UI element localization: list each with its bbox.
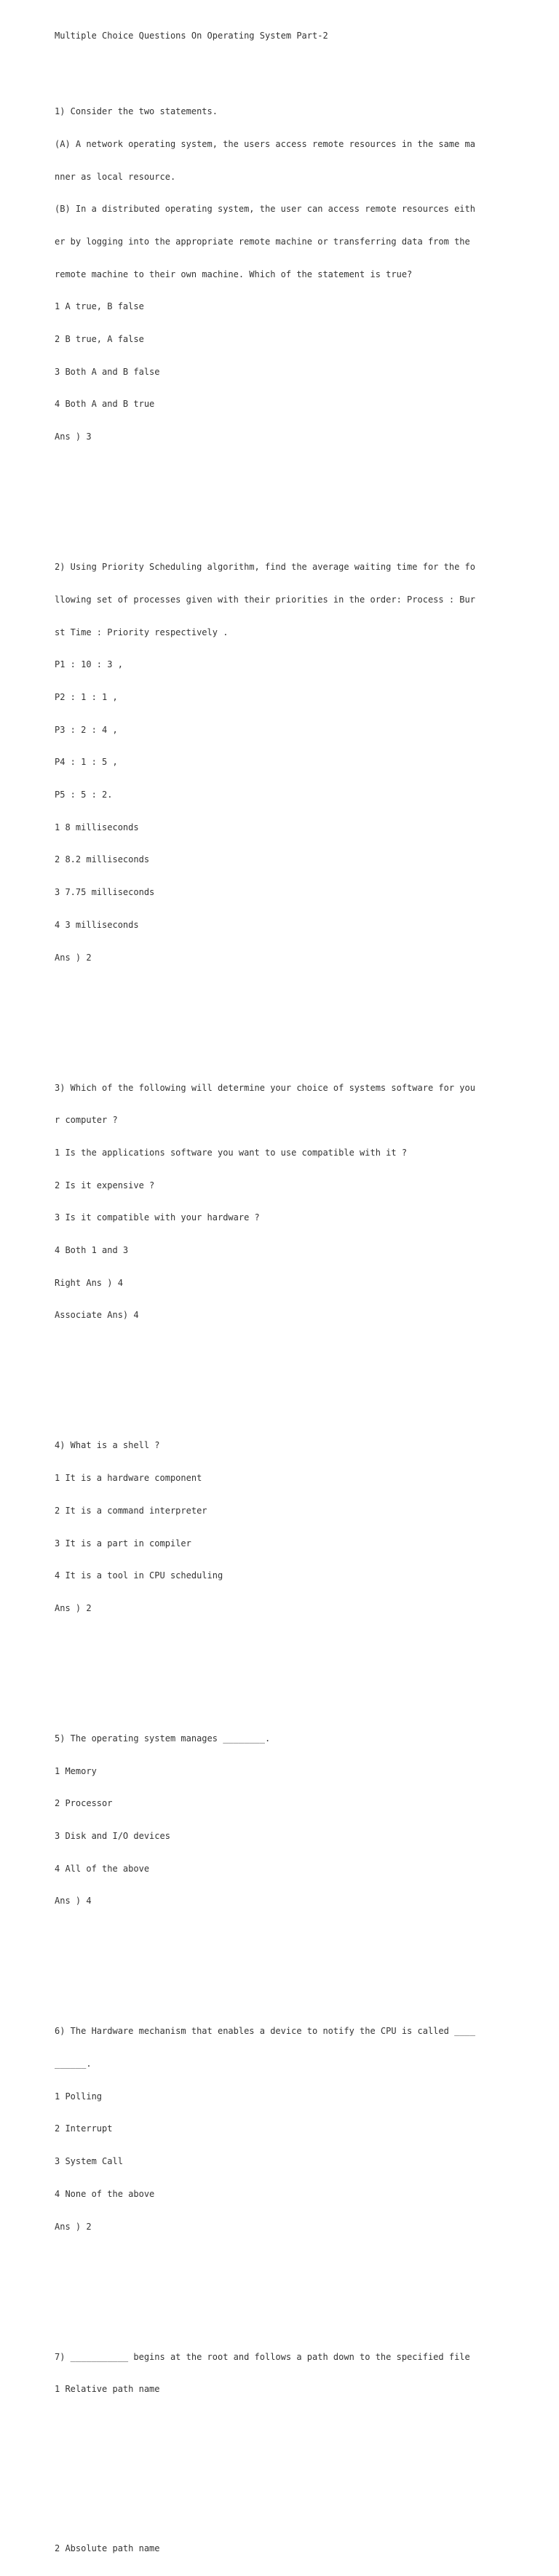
question-5	[55, 1712, 499, 1928]
process-line: P1 : 10 : 3 ,	[55, 659, 123, 670]
document-title: Multiple Choice Questions On Operating System Part-2	[55, 30, 328, 41]
question-line: 7) ___________ begins at the root and follows a path down to the specified file	[55, 2351, 470, 2362]
answer-line: Ans ) 4	[55, 1896, 92, 1907]
answer-line: Ans ) 2	[55, 2221, 92, 2232]
question-line: 4) What is a shell ?	[55, 1440, 160, 1451]
question-7	[55, 2330, 499, 2417]
question-line: (A) A network operating system, the users access remote resources in the same ma	[55, 138, 475, 149]
option-line: 3 7.75 milliseconds	[55, 887, 155, 898]
document-text	[55, 9, 499, 2576]
process-line: P5 : 5 : 2.	[55, 790, 113, 800]
answer-line: Associate Ans) 4	[55, 1310, 139, 1321]
question-line: nner as local resource.	[55, 171, 176, 182]
spacer	[55, 1657, 499, 1668]
process-line: P2 : 1 : 1 ,	[55, 691, 118, 702]
option-line: 2 It is a command interpreter	[55, 1505, 207, 1516]
option-line: 4 Both 1 and 3	[55, 1245, 129, 1256]
option-line: 4 It is a tool in CPU scheduling	[55, 1570, 223, 1581]
answer-line: Right Ans ) 4	[55, 1277, 123, 1288]
question-6	[55, 2005, 499, 2254]
answer-line: Ans ) 3	[55, 432, 92, 442]
answer-line: Ans ) 2	[55, 1602, 92, 1613]
spacer	[55, 1006, 499, 1017]
option-line: 4 Both A and B true	[55, 399, 155, 410]
option-line: 2 Processor	[55, 1798, 113, 1809]
question-1	[55, 84, 499, 464]
option-line: 2 Is it expensive ?	[55, 1180, 155, 1190]
option-line: 2 Absolute path name	[55, 2543, 160, 2554]
question-line: 6) The Hardware mechanism that enables a device to notify the CPU is called ____	[55, 2026, 475, 2037]
spacer	[55, 486, 499, 497]
spacer	[55, 1950, 499, 1961]
option-line: 1 Relative path name	[55, 2384, 160, 2395]
process-line: P3 : 2 : 4 ,	[55, 724, 118, 735]
spacer	[55, 2275, 499, 2286]
option-line: 1 Is the applications software you want to use compatible with it ?	[55, 1147, 408, 1158]
question-line: ______.	[55, 2059, 92, 2070]
option-line: 2 8.2 milliseconds	[55, 854, 150, 865]
option-line: 1 Memory	[55, 1765, 97, 1776]
question-line: (B) In a distributed operating system, the user can access remote resources eith	[55, 204, 475, 215]
option-line: 1 A true, B false	[55, 301, 144, 312]
option-line: 4 All of the above	[55, 1863, 150, 1874]
question-4	[55, 1419, 499, 1636]
option-line: 3 Disk and I/O devices	[55, 1830, 170, 1841]
option-line: 3 It is a part in compiler	[55, 1538, 191, 1549]
question-line: 3) Which of the following will determine your choice of systems software for you	[55, 1082, 475, 1093]
question-line: remote machine to their own machine. Which of the statement is true?	[55, 269, 413, 279]
option-line: 2 Interrupt	[55, 2123, 113, 2134]
option-line: 3 Both A and B false	[55, 366, 160, 377]
question-line: 5) The operating system manages ________.	[55, 1733, 271, 1744]
question-line: st Time : Priority respectively .	[55, 627, 229, 637]
question-line: er by logging into the appropriate remote machine or transferring data from the	[55, 236, 470, 247]
spacer	[55, 1364, 499, 1375]
option-line: 3 System Call	[55, 2156, 123, 2167]
answer-line: Ans ) 2	[55, 952, 92, 963]
option-line: 4 3 milliseconds	[55, 919, 139, 930]
process-line: P4 : 1 : 5 ,	[55, 757, 118, 768]
option-line: 1 8 milliseconds	[55, 822, 139, 832]
question-line: r computer ?	[55, 1115, 118, 1126]
option-line: 1 It is a hardware component	[55, 1473, 202, 1484]
question-line: 1) Consider the two statements.	[55, 106, 218, 117]
option-line: 4 None of the above	[55, 2188, 155, 2199]
page-blank-area	[55, 2438, 499, 2511]
question-line: llowing set of processes given with their priorities in the order: Process : Bur	[55, 594, 475, 605]
option-line: 3 Is it compatible with your hardware ?	[55, 1212, 260, 1223]
question-2	[55, 540, 499, 985]
option-line: 2 B true, A false	[55, 334, 144, 345]
option-line: 1 Polling	[55, 2091, 103, 2102]
question-line: 2) Using Priority Scheduling algorithm, find the average waiting time for the fo	[55, 562, 475, 573]
question-3	[55, 1061, 499, 1343]
